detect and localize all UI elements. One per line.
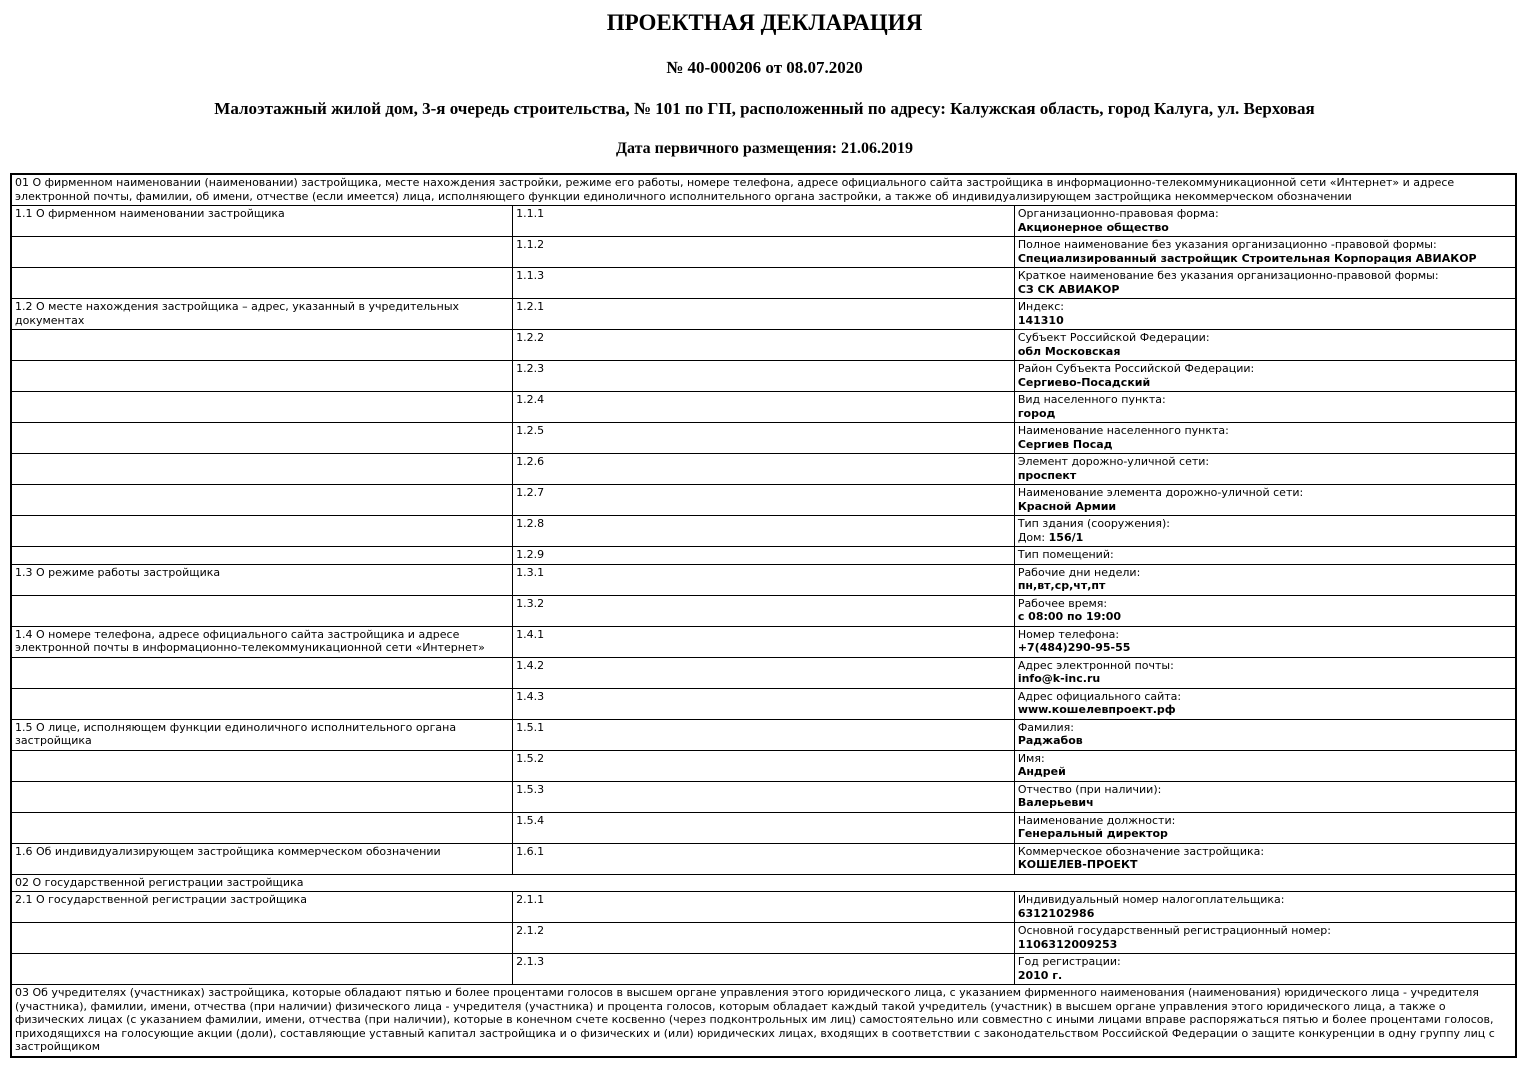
row-topic-cell bbox=[11, 392, 513, 423]
table-row bbox=[11, 812, 1516, 843]
declaration-number: № 40-000206 от 08.07.2020 bbox=[666, 58, 863, 77]
row-value-cell bbox=[1014, 688, 1516, 719]
row-code-cell: 1.2.8 bbox=[513, 516, 1015, 547]
row-value-cell bbox=[1014, 454, 1516, 485]
row-code-cell: 1.1.3 bbox=[513, 268, 1015, 299]
row-value-cell bbox=[1014, 485, 1516, 516]
row-topic-cell: 1.3 О режиме работы застройщика bbox=[11, 564, 513, 595]
row-code-cell: 1.4.2 bbox=[513, 657, 1015, 688]
row-value-cell bbox=[1014, 954, 1516, 985]
table-row bbox=[11, 843, 1516, 874]
row-value-cell bbox=[1014, 423, 1516, 454]
field-label: Краткое наименование без указания организационно-правовой формы: bbox=[1017, 269, 1439, 282]
row-code-cell: 1.6.1 bbox=[513, 843, 1015, 874]
field-value: Генеральный директор bbox=[1017, 827, 1168, 840]
field-value-prefix: Дом: bbox=[1017, 530, 1049, 544]
row-code-cell: 1.5.1 bbox=[513, 719, 1015, 750]
row-topic-cell bbox=[11, 516, 513, 547]
field-label: Коммерческое обозначение застройщика: bbox=[1017, 844, 1265, 858]
field-value bbox=[1018, 531, 1512, 545]
row-code-cell: 1.2.9 bbox=[513, 547, 1015, 565]
row-value-cell bbox=[1014, 892, 1516, 923]
row-topic-cell bbox=[11, 361, 513, 392]
row-code-cell: 1.5.4 bbox=[513, 812, 1015, 843]
row-value-cell bbox=[1014, 547, 1516, 565]
declaration-table-body bbox=[11, 174, 1516, 1057]
row-topic-cell: 1.2 О месте нахождения застройщика – адрес, указанный в учредительных документах bbox=[11, 299, 513, 330]
section-header-row bbox=[11, 874, 1516, 892]
row-code-cell: 1.4.1 bbox=[513, 626, 1015, 657]
row-value-cell bbox=[1014, 299, 1516, 330]
field-label: Район Субъекта Российской Федерации: bbox=[1017, 362, 1255, 375]
field-label: Полное наименование без указания организационно -правовой формы: bbox=[1017, 238, 1437, 251]
object-description: Малоэтажный жилой дом, 3-я очередь строительства, № 101 по ГП, расположенный по адресу: Калужская область, город Калуга, ул. Верховая bbox=[214, 99, 1315, 118]
page-title: ПРОЕКТНАЯ ДЕКЛАРАЦИЯ bbox=[606, 10, 923, 35]
row-value-cell bbox=[1014, 595, 1516, 626]
row-topic-cell bbox=[11, 750, 513, 781]
table-row bbox=[11, 268, 1516, 299]
row-topic-cell bbox=[11, 954, 513, 985]
table-row bbox=[11, 719, 1516, 750]
row-value-cell bbox=[1014, 237, 1516, 268]
section-header-text: 02 О государственной регистрации застройщика bbox=[11, 874, 1516, 892]
field-value: Сергиев Посад bbox=[1017, 437, 1113, 451]
field-value: город bbox=[1017, 406, 1056, 420]
row-value-cell bbox=[1014, 206, 1516, 237]
table-row bbox=[11, 750, 1516, 781]
field-label: Индивидуальный номер налогоплательщика: bbox=[1017, 893, 1285, 906]
field-label: Наименование населенного пункта: bbox=[1017, 424, 1229, 437]
field-value: 1106312009253 bbox=[1017, 937, 1118, 951]
field-value: Красной Армии bbox=[1017, 499, 1117, 513]
field-value: Сергиево-Посадский bbox=[1017, 375, 1151, 389]
row-code-cell: 1.2.1 bbox=[513, 299, 1015, 330]
table-row bbox=[11, 423, 1516, 454]
field-value: с 08:00 по 19:00 bbox=[1017, 610, 1122, 623]
table-row bbox=[11, 299, 1516, 330]
field-value-main: 156/1 bbox=[1048, 530, 1084, 544]
row-topic-cell bbox=[11, 595, 513, 626]
row-topic-cell bbox=[11, 237, 513, 268]
row-value-cell bbox=[1014, 516, 1516, 547]
table-row bbox=[11, 626, 1516, 657]
table-row bbox=[11, 361, 1516, 392]
field-value: проспект bbox=[1017, 468, 1077, 482]
field-label: Основной государственный регистрационный номер: bbox=[1017, 924, 1331, 937]
row-topic-cell: 1.6 Об индивидуализирующем застройщика коммерческом обозначении bbox=[11, 843, 513, 874]
row-code-cell: 1.2.4 bbox=[513, 392, 1015, 423]
row-value-cell bbox=[1014, 843, 1516, 874]
row-value-cell bbox=[1014, 657, 1516, 688]
field-value: info@k-inc.ru bbox=[1017, 672, 1101, 685]
table-row bbox=[11, 595, 1516, 626]
row-code-cell: 2.1.1 bbox=[513, 892, 1015, 923]
field-label: Элемент дорожно-уличной сети: bbox=[1017, 455, 1210, 468]
row-value-cell bbox=[1014, 268, 1516, 299]
row-code-cell: 1.3.1 bbox=[513, 564, 1015, 595]
table-row bbox=[11, 547, 1516, 565]
field-value: пн,вт,ср,чт,пт bbox=[1017, 579, 1106, 592]
row-topic-cell bbox=[11, 812, 513, 843]
row-code-cell: 1.4.3 bbox=[513, 688, 1015, 719]
field-value: Раджабов bbox=[1017, 734, 1083, 747]
row-code-cell: 1.3.2 bbox=[513, 595, 1015, 626]
section-header-text: 01 О фирменном наименовании (наименовании) застройщика, месте нахождения застройки, режиме его работы, номере телефона, адресе официального сайта застройщика в информационно-телекоммуникационной сети «Интернет» и адресе электронной почты, фамилии, об имени, отчестве (если имеется) лица, исполняющего функции единоличного исполнительного органа застройки, а также об индивидуализирующем застройщика некоммерческом обозначении bbox=[11, 174, 1516, 206]
field-value: Акционерное общество bbox=[1017, 220, 1169, 234]
field-label: Адрес официального сайта: bbox=[1017, 689, 1182, 703]
document-header bbox=[0, 0, 1529, 158]
row-code-cell: 1.1.1 bbox=[513, 206, 1015, 237]
row-value-cell bbox=[1014, 330, 1516, 361]
section-header-row bbox=[11, 985, 1516, 1057]
row-topic-cell bbox=[11, 657, 513, 688]
row-value-cell bbox=[1014, 750, 1516, 781]
table-row bbox=[11, 454, 1516, 485]
field-label: Номер телефона: bbox=[1017, 627, 1120, 641]
field-label: Организационно-правовая форма: bbox=[1017, 207, 1219, 220]
field-label: Фамилия: bbox=[1017, 720, 1074, 734]
row-code-cell: 2.1.3 bbox=[513, 954, 1015, 985]
row-topic-cell bbox=[11, 454, 513, 485]
row-topic-cell: 1.1 О фирменном наименовании застройщика bbox=[11, 206, 513, 237]
row-code-cell: 2.1.2 bbox=[513, 923, 1015, 954]
row-value-cell bbox=[1014, 392, 1516, 423]
field-label: Отчество (при наличии): bbox=[1017, 782, 1162, 796]
field-label: Тип помещений: bbox=[1017, 548, 1114, 561]
row-code-cell: 1.5.3 bbox=[513, 781, 1015, 812]
placement-date: Дата первичного размещения: 21.06.2019 bbox=[616, 140, 913, 157]
row-value-cell bbox=[1014, 626, 1516, 657]
table-row bbox=[11, 206, 1516, 237]
row-code-cell: 1.2.5 bbox=[513, 423, 1015, 454]
row-value-cell bbox=[1014, 781, 1516, 812]
row-topic-cell bbox=[11, 330, 513, 361]
field-label: Субъект Российской Федерации: bbox=[1017, 331, 1210, 344]
row-topic-cell: 1.4 О номере телефона, адресе официального сайта застройщика и адресе электронной почты в информационно-телекоммуникационной сети «Интернет» bbox=[11, 626, 513, 657]
field-value: обл Московская bbox=[1017, 344, 1121, 358]
section-header-row bbox=[11, 174, 1516, 206]
declaration-table bbox=[10, 173, 1517, 1058]
field-value: +7(484)290-95-55 bbox=[1017, 641, 1131, 654]
table-row bbox=[11, 923, 1516, 954]
row-topic-cell bbox=[11, 268, 513, 299]
row-value-cell bbox=[1014, 812, 1516, 843]
table-row bbox=[11, 781, 1516, 812]
row-topic-cell bbox=[11, 423, 513, 454]
row-topic-cell bbox=[11, 688, 513, 719]
table-row bbox=[11, 688, 1516, 719]
row-topic-cell bbox=[11, 485, 513, 516]
row-value-cell bbox=[1014, 719, 1516, 750]
row-topic-cell bbox=[11, 547, 513, 565]
row-value-cell bbox=[1014, 923, 1516, 954]
field-value: СЗ СК АВИАКОР bbox=[1017, 282, 1120, 296]
field-value: 2010 г. bbox=[1017, 968, 1063, 982]
table-row bbox=[11, 954, 1516, 985]
table-row bbox=[11, 657, 1516, 688]
table-row bbox=[11, 392, 1516, 423]
row-topic-cell bbox=[11, 923, 513, 954]
table-row bbox=[11, 892, 1516, 923]
row-code-cell: 1.2.7 bbox=[513, 485, 1015, 516]
field-label: Рабочее время: bbox=[1017, 596, 1108, 610]
field-label: Наименование элемента дорожно-уличной сети: bbox=[1017, 486, 1304, 499]
row-code-cell: 1.2.3 bbox=[513, 361, 1015, 392]
table-row bbox=[11, 516, 1516, 547]
field-value: 141310 bbox=[1017, 313, 1064, 327]
row-value-cell bbox=[1014, 564, 1516, 595]
row-topic-cell bbox=[11, 781, 513, 812]
row-value-cell bbox=[1014, 361, 1516, 392]
row-code-cell: 1.2.6 bbox=[513, 454, 1015, 485]
field-value: www.кошелевпроект.рф bbox=[1017, 703, 1176, 716]
field-label: Тип здания (сооружения): bbox=[1017, 517, 1170, 530]
field-value: КОШЕЛЕВ-ПРОЕКТ bbox=[1017, 858, 1138, 871]
field-label: Рабочие дни недели: bbox=[1017, 565, 1141, 579]
table-row bbox=[11, 237, 1516, 268]
field-value: Андрей bbox=[1017, 765, 1066, 778]
row-code-cell: 1.5.2 bbox=[513, 750, 1015, 781]
field-label: Вид населенного пункта: bbox=[1017, 393, 1166, 406]
table-row bbox=[11, 564, 1516, 595]
table-row bbox=[11, 330, 1516, 361]
row-code-cell: 1.1.2 bbox=[513, 237, 1015, 268]
table-row bbox=[11, 485, 1516, 516]
row-code-cell: 1.2.2 bbox=[513, 330, 1015, 361]
field-label: Год регистрации: bbox=[1017, 955, 1121, 968]
section-header-text: 03 Об учредителях (участниках) застройщика, которые обладают пятью и более процентами голосов в высшем органе управления этого юридического лица, с указанием фирменного наименования (наименования) юридического лица - учредителя (участника), фамилии, имени, отчества (при наличии) физического лица - учредителя (участника) и процента голосов, которым обладает каждый такой учредитель (участник) в высшем органе управления этого юридического лица, а также о физических лицах (с указанием фамилии, имени, отчества (при наличии), которые в конечном счете косвенно (через подконтрольных им лиц) самостоятельно или совместно с иными лицами вправе распоряжаться пятью и более процентами голосов, приходящихся на голосующие акции (доли), составляющие уставный капитал застройщика и о физических и (или) юридических лицах, входящих в соответствии с законодательством Российской Федерации о защите конкуренции в одну группу лиц с застройщиком bbox=[11, 985, 1516, 1057]
field-label: Наименование должности: bbox=[1017, 813, 1176, 827]
field-value: Специализированный застройщик Строительная Корпорация АВИАКОР bbox=[1017, 251, 1477, 265]
field-label: Индекс: bbox=[1017, 300, 1065, 313]
field-value: Валерьевич bbox=[1017, 796, 1094, 809]
row-topic-cell: 1.5 О лице, исполняющем функции единоличного исполнительного органа застройщика bbox=[11, 719, 513, 750]
field-label: Адрес электронной почты: bbox=[1017, 658, 1174, 672]
field-value: 6312102986 bbox=[1017, 906, 1095, 920]
field-label: Имя: bbox=[1017, 751, 1045, 765]
row-topic-cell: 2.1 О государственной регистрации застройщика bbox=[11, 892, 513, 923]
